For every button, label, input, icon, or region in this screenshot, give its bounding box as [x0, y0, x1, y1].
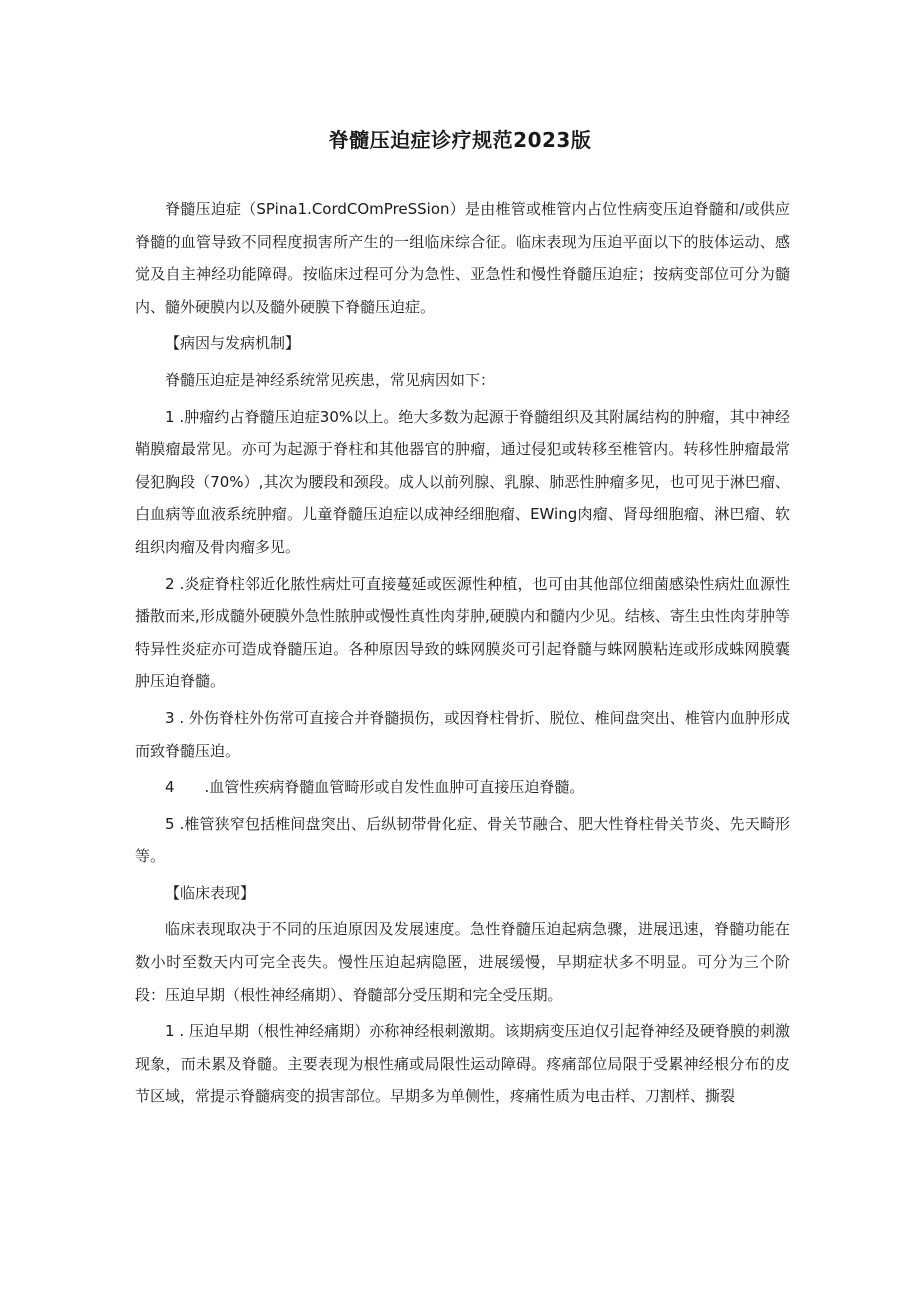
document-title: 脊髓压迫症诊疗规范2023版 [328, 128, 592, 152]
section-heading-clinical: 【临床表现】 [165, 883, 256, 902]
paragraph-cause-stenosis: 5 .椎管狭窄包括椎间盘突出、后纵韧带骨化症、骨关节融合、肥大性脊柱骨关节炎、先天畸形等。 [135, 814, 790, 866]
paragraph-clinical-intro: 临床表现取决于不同的压迫原因及发展速度。急性脊髓压迫起病急骤，进展迅速，脊髓功能在数小时至数天内可完全丧失。慢性压迫起病隐匿，进展缓慢，早期症状多不明显。可分为三个阶段：压迫早期（根性神经痛期）、脊髓部分受压期和完全受压期。 [135, 920, 790, 1004]
paragraph-cause-tumor: 1 .肿瘤约占脊髓压迫症30%以上。绝大多数为起源于脊髓组织及其附属结构的肿瘤，其中神经鞘膜瘤最常见。亦可为起源于脊柱和其他器官的肿瘤，通过侵犯或转移至椎管内。转移性肿瘤最常侵犯胸段（70%）,其次为腰段和颈段。成人以前列腺、乳腺、肺恶性肿瘤多见，也可见于淋巴瘤、白血病等血液系统肿瘤。儿童脊髓压迫症以成神经细胞瘤、EWing肉瘤、肾母细胞瘤、淋巴瘤、软组织肉瘤及骨肉瘤多见。 [135, 407, 790, 556]
document-body [135, 193, 790, 1117]
paragraph-early-stage: 1 . 压迫早期（根性神经痛期）亦称神经根刺激期。该期病变压迫仅引起脊神经及硬脊膜的刺激现象，而未累及脊髓。主要表现为根性痛或局限性运动障碍。疼痛部位局限于受累神经根分布的皮节区域，常提示脊髓病变的损害部位。早期多为单侧性，疼痛性质为电击样、刀割样、撕裂 [135, 1022, 790, 1106]
paragraph-cause-vascular: 4 .血管性疾病脊髓血管畸形或自发性血肿可直接压迫脊髓。 [165, 778, 585, 797]
paragraph-causes-intro: 脊髓压迫症是神经系统常见疾患，常见病因如下： [165, 370, 496, 389]
paragraph-intro: 脊髓压迫症（SPina1.CordCOmPreSSion）是由椎管或椎管内占位性病变压迫脊髓和/或供应脊髓的血管导致不同程度损害所产生的一组临床综合征。临床表现为压迫平面以下的肢体运动、感觉及自主神经功能障碍。按临床过程可分为急性、亚急性和慢性脊髓压迫症；按病变部位可分为髓内、髓外硬膜内以及髓外硬膜下脊髓压迫症。 [135, 200, 790, 316]
paragraph-cause-trauma: 3 . 外伤脊柱外伤常可直接合并脊髓损伤，或因脊柱骨折、脱位、椎间盘突出、椎管内血肿形成而致脊髓压迫。 [135, 708, 790, 760]
section-heading-etiology: 【病因与发病机制】 [165, 334, 301, 353]
paragraph-cause-inflammation: 2 .炎症脊柱邻近化脓性病灶可直接蔓延或医源性种植，也可由其他部位细菌感染性病灶血源性播散而来,形成髓外硬膜外急性脓肿或慢性真性肉芽肿,硬膜内和髓内少见。结核、寄生虫性肉芽肿等特异性炎症亦可造成脊髓压迫。各种原因导致的蛛网膜炎可引起脊髓与蛛网膜粘连或形成蛛网膜囊肿压迫脊髓。 [135, 574, 790, 691]
